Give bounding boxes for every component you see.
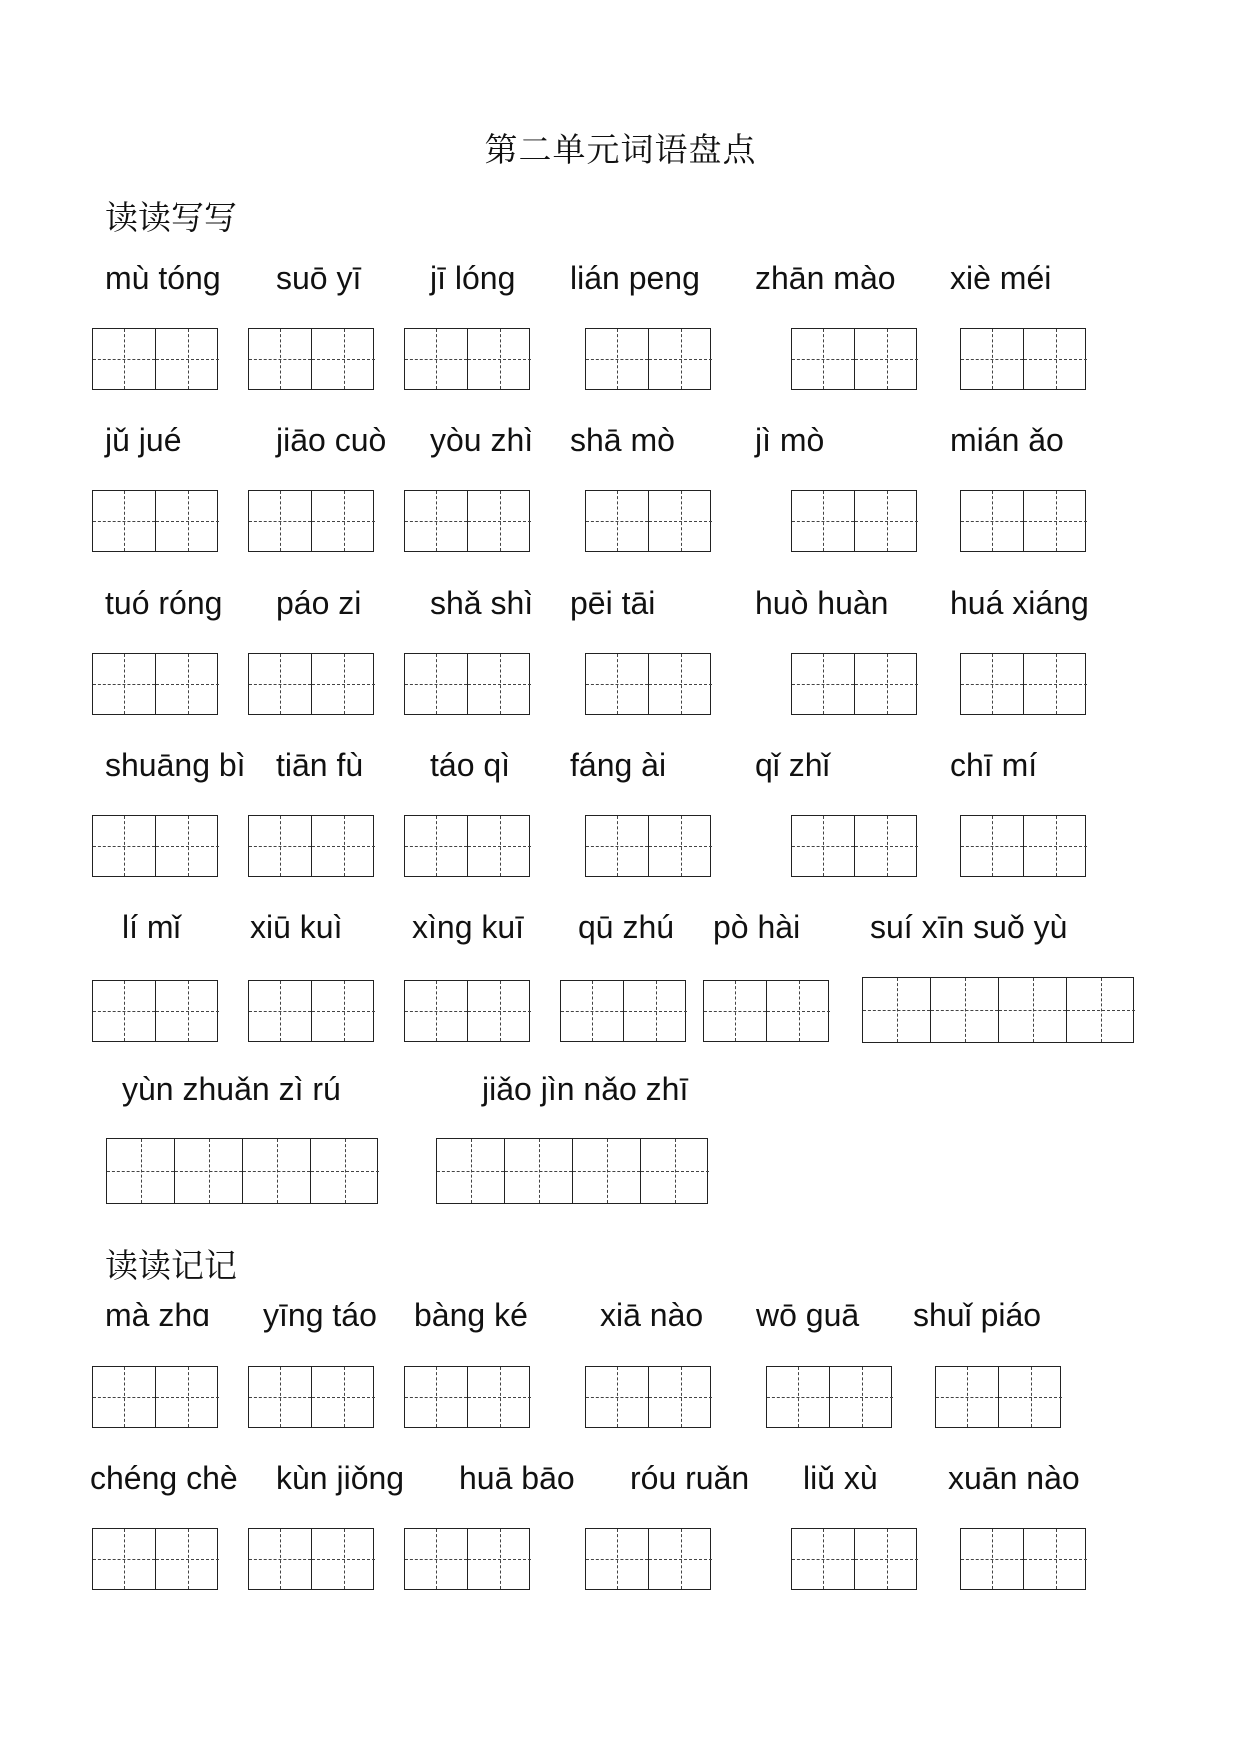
character-cell bbox=[792, 329, 855, 389]
character-cell bbox=[468, 654, 531, 714]
character-cell bbox=[93, 1367, 156, 1427]
pinyin-label: qū zhú bbox=[578, 909, 675, 945]
writing-box bbox=[92, 328, 218, 390]
character-cell bbox=[312, 1529, 375, 1589]
pinyin-label: liǔ xù bbox=[803, 1460, 878, 1496]
pinyin-label: tiān fù bbox=[276, 747, 364, 783]
character-cell bbox=[649, 1367, 712, 1427]
pinyin-label: xiè méi bbox=[950, 260, 1052, 296]
writing-box bbox=[404, 1528, 530, 1590]
character-cell bbox=[1024, 654, 1087, 714]
character-cell bbox=[855, 816, 918, 876]
character-cell bbox=[175, 1139, 243, 1203]
pinyin-label: xuān nào bbox=[948, 1460, 1080, 1496]
character-cell bbox=[249, 816, 312, 876]
character-cell bbox=[624, 981, 687, 1041]
character-cell bbox=[405, 816, 468, 876]
character-cell bbox=[649, 654, 712, 714]
character-cell bbox=[312, 981, 375, 1041]
pinyin-label: suō yī bbox=[276, 260, 362, 296]
writing-box bbox=[791, 815, 917, 877]
pinyin-label: yùn zhuǎn zì rú bbox=[122, 1071, 341, 1107]
pinyin-label: jiǎo jìn nǎo zhī bbox=[482, 1071, 689, 1107]
pinyin-label: xìng kuī bbox=[412, 909, 525, 945]
character-cell bbox=[468, 329, 531, 389]
writing-box bbox=[436, 1138, 708, 1204]
pinyin-label: huā bāo bbox=[459, 1460, 575, 1496]
character-cell bbox=[855, 1529, 918, 1589]
writing-box bbox=[248, 490, 374, 552]
character-cell bbox=[405, 329, 468, 389]
character-cell bbox=[468, 1529, 531, 1589]
writing-box bbox=[935, 1366, 1061, 1428]
writing-box bbox=[404, 815, 530, 877]
character-cell bbox=[93, 816, 156, 876]
pinyin-label: huá xiáng bbox=[950, 585, 1089, 621]
character-cell bbox=[468, 981, 531, 1041]
writing-box bbox=[404, 328, 530, 390]
character-cell bbox=[249, 491, 312, 551]
character-cell bbox=[249, 329, 312, 389]
character-cell bbox=[249, 1529, 312, 1589]
writing-box bbox=[92, 653, 218, 715]
writing-box bbox=[248, 1528, 374, 1590]
character-cell bbox=[586, 1529, 649, 1589]
writing-box bbox=[791, 490, 917, 552]
pinyin-label: wō guā bbox=[756, 1297, 860, 1333]
character-cell bbox=[93, 1529, 156, 1589]
character-cell bbox=[437, 1139, 505, 1203]
section-heading-dudu-jiji: 读读记记 bbox=[105, 1246, 237, 1285]
pinyin-label: yòu zhì bbox=[430, 422, 534, 458]
pinyin-label: shuāng bì bbox=[105, 747, 246, 783]
character-cell bbox=[1067, 978, 1135, 1042]
character-cell bbox=[156, 816, 219, 876]
writing-box bbox=[703, 980, 829, 1042]
character-cell bbox=[649, 1529, 712, 1589]
pinyin-label: chéng chè bbox=[90, 1460, 238, 1496]
character-cell bbox=[586, 329, 649, 389]
character-cell bbox=[792, 491, 855, 551]
character-cell bbox=[961, 654, 1024, 714]
writing-box bbox=[960, 653, 1086, 715]
pinyin-label: xiā nào bbox=[600, 1297, 704, 1333]
writing-box bbox=[248, 328, 374, 390]
pinyin-label: pò hài bbox=[713, 909, 801, 945]
pinyin-label: shuǐ piáo bbox=[913, 1297, 1042, 1333]
character-cell bbox=[641, 1139, 709, 1203]
pinyin-label: róu ruǎn bbox=[630, 1460, 750, 1496]
character-cell bbox=[561, 981, 624, 1041]
character-cell bbox=[1024, 1529, 1087, 1589]
character-cell bbox=[961, 1529, 1024, 1589]
pinyin-label: xiū kuì bbox=[250, 909, 343, 945]
pinyin-label: bàng ké bbox=[414, 1297, 528, 1333]
writing-box bbox=[92, 1528, 218, 1590]
writing-box bbox=[585, 490, 711, 552]
character-cell bbox=[249, 1367, 312, 1427]
character-cell bbox=[249, 654, 312, 714]
writing-box bbox=[791, 328, 917, 390]
writing-box bbox=[404, 490, 530, 552]
character-cell bbox=[243, 1139, 311, 1203]
character-cell bbox=[156, 981, 219, 1041]
character-cell bbox=[312, 329, 375, 389]
pinyin-label: yīng táo bbox=[263, 1297, 377, 1333]
character-cell bbox=[863, 978, 931, 1042]
character-cell bbox=[1024, 329, 1087, 389]
character-cell bbox=[468, 1367, 531, 1427]
character-cell bbox=[311, 1139, 379, 1203]
pinyin-label: lián peng bbox=[570, 260, 700, 296]
character-cell bbox=[961, 329, 1024, 389]
writing-box bbox=[560, 980, 686, 1042]
pinyin-label: jī lóng bbox=[430, 260, 516, 296]
character-cell bbox=[1024, 816, 1087, 876]
character-cell bbox=[586, 1367, 649, 1427]
character-cell bbox=[405, 981, 468, 1041]
writing-box bbox=[960, 328, 1086, 390]
character-cell bbox=[931, 978, 999, 1042]
character-cell bbox=[468, 816, 531, 876]
pinyin-label: kùn jiǒng bbox=[276, 1460, 405, 1496]
pinyin-label: suí xīn suǒ yù bbox=[870, 909, 1068, 945]
pinyin-label: jǔ jué bbox=[105, 422, 182, 458]
character-cell bbox=[855, 491, 918, 551]
character-cell bbox=[573, 1139, 641, 1203]
character-cell bbox=[93, 981, 156, 1041]
character-cell bbox=[999, 1367, 1062, 1427]
character-cell bbox=[312, 654, 375, 714]
writing-box bbox=[862, 977, 1134, 1043]
pinyin-label: shǎ shì bbox=[430, 585, 534, 621]
pinyin-label: tuó róng bbox=[105, 585, 223, 621]
character-cell bbox=[1024, 491, 1087, 551]
writing-box bbox=[791, 653, 917, 715]
character-cell bbox=[156, 1529, 219, 1589]
writing-box bbox=[585, 1528, 711, 1590]
character-cell bbox=[312, 1367, 375, 1427]
writing-box bbox=[960, 490, 1086, 552]
writing-box bbox=[248, 815, 374, 877]
character-cell bbox=[586, 816, 649, 876]
writing-box bbox=[585, 815, 711, 877]
writing-box bbox=[248, 653, 374, 715]
character-cell bbox=[312, 816, 375, 876]
writing-box bbox=[404, 980, 530, 1042]
character-cell bbox=[855, 329, 918, 389]
pinyin-label: jiāo cuò bbox=[276, 422, 387, 458]
pinyin-label: páo zi bbox=[276, 585, 362, 621]
character-cell bbox=[855, 654, 918, 714]
pinyin-label: mián ǎo bbox=[950, 422, 1064, 458]
character-cell bbox=[830, 1367, 893, 1427]
writing-box bbox=[404, 1366, 530, 1428]
page-title: 第二单元词语盘点 bbox=[484, 130, 757, 169]
pinyin-label: mù tóng bbox=[105, 260, 221, 296]
writing-box bbox=[960, 815, 1086, 877]
character-cell bbox=[93, 329, 156, 389]
writing-box bbox=[585, 653, 711, 715]
character-cell bbox=[405, 1367, 468, 1427]
section-heading-dudu-xiexie: 读读写写 bbox=[105, 198, 237, 237]
character-cell bbox=[312, 491, 375, 551]
character-cell bbox=[767, 1367, 830, 1427]
character-cell bbox=[649, 329, 712, 389]
character-cell bbox=[936, 1367, 999, 1427]
writing-box bbox=[766, 1366, 892, 1428]
character-cell bbox=[999, 978, 1067, 1042]
pinyin-label: shā mò bbox=[570, 422, 675, 458]
pinyin-label: zhān mào bbox=[755, 260, 896, 296]
writing-box bbox=[92, 1366, 218, 1428]
character-cell bbox=[93, 491, 156, 551]
writing-box bbox=[92, 490, 218, 552]
character-cell bbox=[156, 491, 219, 551]
writing-box bbox=[960, 1528, 1086, 1590]
writing-box bbox=[404, 653, 530, 715]
character-cell bbox=[468, 491, 531, 551]
writing-box bbox=[92, 815, 218, 877]
character-cell bbox=[93, 654, 156, 714]
writing-box bbox=[92, 980, 218, 1042]
character-cell bbox=[586, 491, 649, 551]
character-cell bbox=[792, 1529, 855, 1589]
character-cell bbox=[249, 981, 312, 1041]
writing-box bbox=[248, 980, 374, 1042]
pinyin-label: mà zhɑ bbox=[105, 1297, 210, 1333]
character-cell bbox=[586, 654, 649, 714]
character-cell bbox=[405, 491, 468, 551]
pinyin-label: jì mò bbox=[755, 422, 825, 458]
writing-box bbox=[248, 1366, 374, 1428]
character-cell bbox=[649, 816, 712, 876]
pinyin-label: fáng ài bbox=[570, 747, 667, 783]
character-cell bbox=[156, 654, 219, 714]
character-cell bbox=[505, 1139, 573, 1203]
pinyin-label: pēi tāi bbox=[570, 585, 656, 621]
character-cell bbox=[156, 1367, 219, 1427]
writing-box bbox=[585, 1366, 711, 1428]
pinyin-label: lí mǐ bbox=[122, 909, 181, 945]
character-cell bbox=[961, 491, 1024, 551]
character-cell bbox=[107, 1139, 175, 1203]
character-cell bbox=[792, 654, 855, 714]
character-cell bbox=[767, 981, 830, 1041]
writing-box bbox=[585, 328, 711, 390]
character-cell bbox=[961, 816, 1024, 876]
pinyin-label: táo qì bbox=[430, 747, 511, 783]
pinyin-label: chī mí bbox=[950, 747, 1038, 783]
character-cell bbox=[704, 981, 767, 1041]
writing-box bbox=[791, 1528, 917, 1590]
character-cell bbox=[792, 816, 855, 876]
character-cell bbox=[156, 329, 219, 389]
pinyin-label: huò huàn bbox=[755, 585, 889, 621]
writing-box bbox=[106, 1138, 378, 1204]
character-cell bbox=[405, 654, 468, 714]
pinyin-label: qǐ zhǐ bbox=[755, 747, 830, 783]
character-cell bbox=[649, 491, 712, 551]
character-cell bbox=[405, 1529, 468, 1589]
